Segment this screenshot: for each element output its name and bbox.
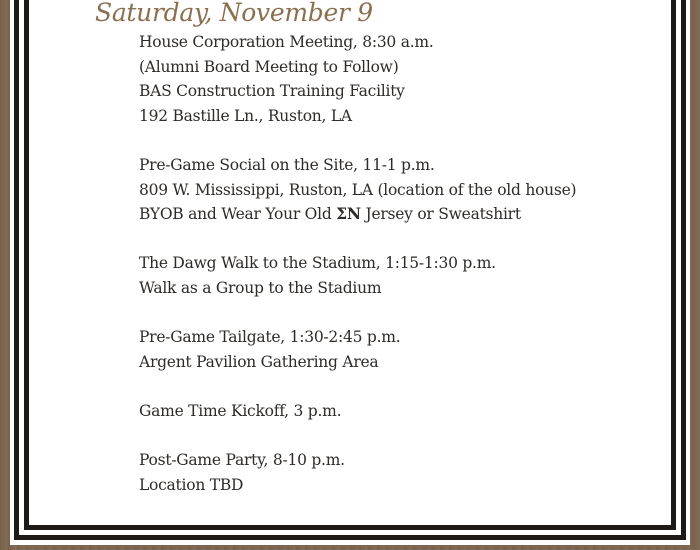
event-title: Game Time Kickoff, 3 p.m. [139,401,342,420]
event-address: 809 W. Mississippi, Ruston, LA (location of the old house) [139,180,577,199]
greek-letters: ΣN [336,204,361,224]
event-pre-game-social [139,153,679,227]
event-title: Pre-Game Social on the Site, 11-1 p.m. [139,155,435,174]
event-venue: Argent Pavilion Gathering Area [139,352,379,371]
event-title: Post-Game Party, 8-10 p.m. [139,451,345,470]
event-title: The Dawg Walk to the Stadium, 1:15-1:30 p.m. [139,254,496,273]
event-dawg-walk [139,251,679,300]
date-heading: Saturday, November 9 [95,0,373,27]
event-list [139,30,679,522]
event-title: Pre-Game Tailgate, 1:30-2:45 p.m. [139,328,401,347]
event-house-corporation-meeting [139,30,679,128]
event-note: Walk as a Group to the Stadium [139,278,382,297]
event-pre-game-tailgate [139,325,679,374]
event-address: 192 Bastille Ln., Ruston, LA [139,106,352,125]
event-game-kickoff [139,399,679,424]
event-title: House Corporation Meeting, 8:30 a.m. [139,33,434,51]
event-note: (Alumni Board Meeting to Follow) [139,57,399,76]
event-post-game-party [139,448,679,497]
jersey-text-after: Jersey or Sweatshirt [360,205,521,224]
event-venue: BAS Construction Training Facility [139,82,405,101]
event-venue: Location TBD [139,475,244,494]
jersey-text-before: BYOB and Wear Your Old [139,205,337,224]
event-note [139,202,679,227]
